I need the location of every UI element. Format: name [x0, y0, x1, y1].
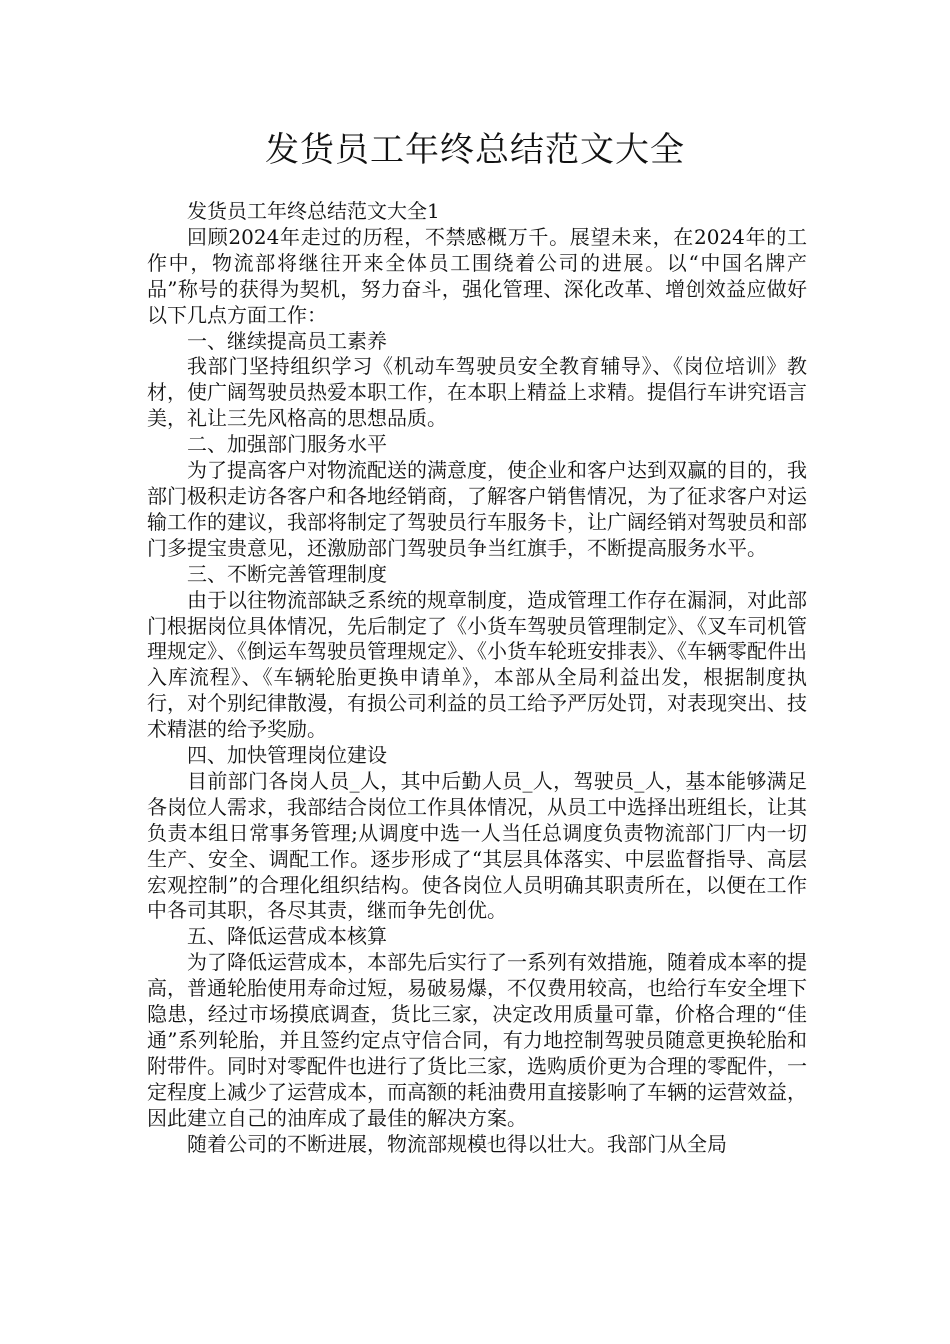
- paragraph: 回顾2024年走过的历程，不禁感概万千。展望未来，在2024年的工作中，物流部将继往开来全体员工围绕着公司的进展。以“中国名牌产品”称号的获得为契机，努力奋斗，强化管理、深化改革、增创效益应做好以下几点方面工作：: [147, 224, 807, 327]
- paragraph: 为了降低运营成本，本部先后实行了一系列有效措施，随着成本率的提高，普通轮胎使用寿命过短，易破易爆，不仅费用较高，也给行车安全埋下隐患，经过市场摸底调查，货比三家，决定改用质量可靠，价格合理的“佳通”系列轮胎，并且签约定点守信合同，有力地控制驾驶员随意更换轮胎和附带件。同时对零配件也进行了货比三家，选购质价更为合理的零配件，一定程度上减少了运营成本，而高额的耗油费用直接影响了车辆的运营效益，因此建立自己的油库成了最佳的解决方案。: [147, 950, 807, 1130]
- document-title: 发货员工年终总结范文大全: [265, 130, 685, 170]
- section-heading: 一、继续提高员工素养: [187, 328, 387, 353]
- document-body: [147, 199, 807, 1158]
- section-heading: 二、加强部门服务水平: [187, 432, 387, 457]
- section-heading: 四、加快管理岗位建设: [187, 743, 387, 768]
- paragraph: 随着公司的不断进展，物流部规模也得以壮大。我部门从全局: [187, 1131, 727, 1156]
- paragraph: 为了提高客户对物流配送的满意度，使企业和客户达到双赢的目的，我部门极积走访各客户和各地经销商，了解客户销售情况，为了征求客户对运输工作的建议，我部将制定了驾驶员行车服务卡，让广阔经销对驾驶员和部门多提宝贵意见，还激励部门驾驶员争当红旗手，不断提高服务水平。: [147, 458, 807, 560]
- paragraph: 目前部门各岗人员_人，其中后勤人员_人，驾驶员_人，基本能够满足各岗位人需求，我部结合岗位工作具体情况，从员工中选择出班组长，让其负责本组日常事务管理;从调度中选一人当任总调度负责物流部门厂内一切生产、安全、调配工作。逐步形成了“其层具体落实、中层监督指导、高层宏观控制”的合理化组织结构。使各岗位人员明确其职责所在，以便在工作中各司其职，各尽其责，继而争先创优。: [147, 768, 807, 923]
- section-subtitle: 发货员工年终总结范文大全1: [187, 199, 440, 223]
- paragraph: 我部门坚持组织学习《机动车驾驶员安全教育辅导》、《岗位培训》教材，使广阔驾驶员热爱本职工作，在本职上精益上求精。提倡行车讲究语言美，礼让三先风格高的思想品质。: [147, 354, 807, 431]
- section-heading: 五、降低运营成本核算: [187, 924, 387, 949]
- section-heading: 三、不断完善管理制度: [187, 561, 387, 586]
- paragraph: 由于以往物流部缺乏系统的规章制度，造成管理工作存在漏洞，对此部门根据岗位具体情况，先后制定了《小货车驾驶员管理制定》、《叉车司机管理规定》、《倒运车驾驶员管理规定》、《小货车轮班安排表》、《车辆零配件出入库流程》、《车辆轮胎更换申请单》，本部从全局利益出发，根据制度执行，对个别纪律散漫，有损公司利益的员工给予严厉处罚，对表现突出、技术精湛的给予奖励。: [147, 587, 807, 742]
